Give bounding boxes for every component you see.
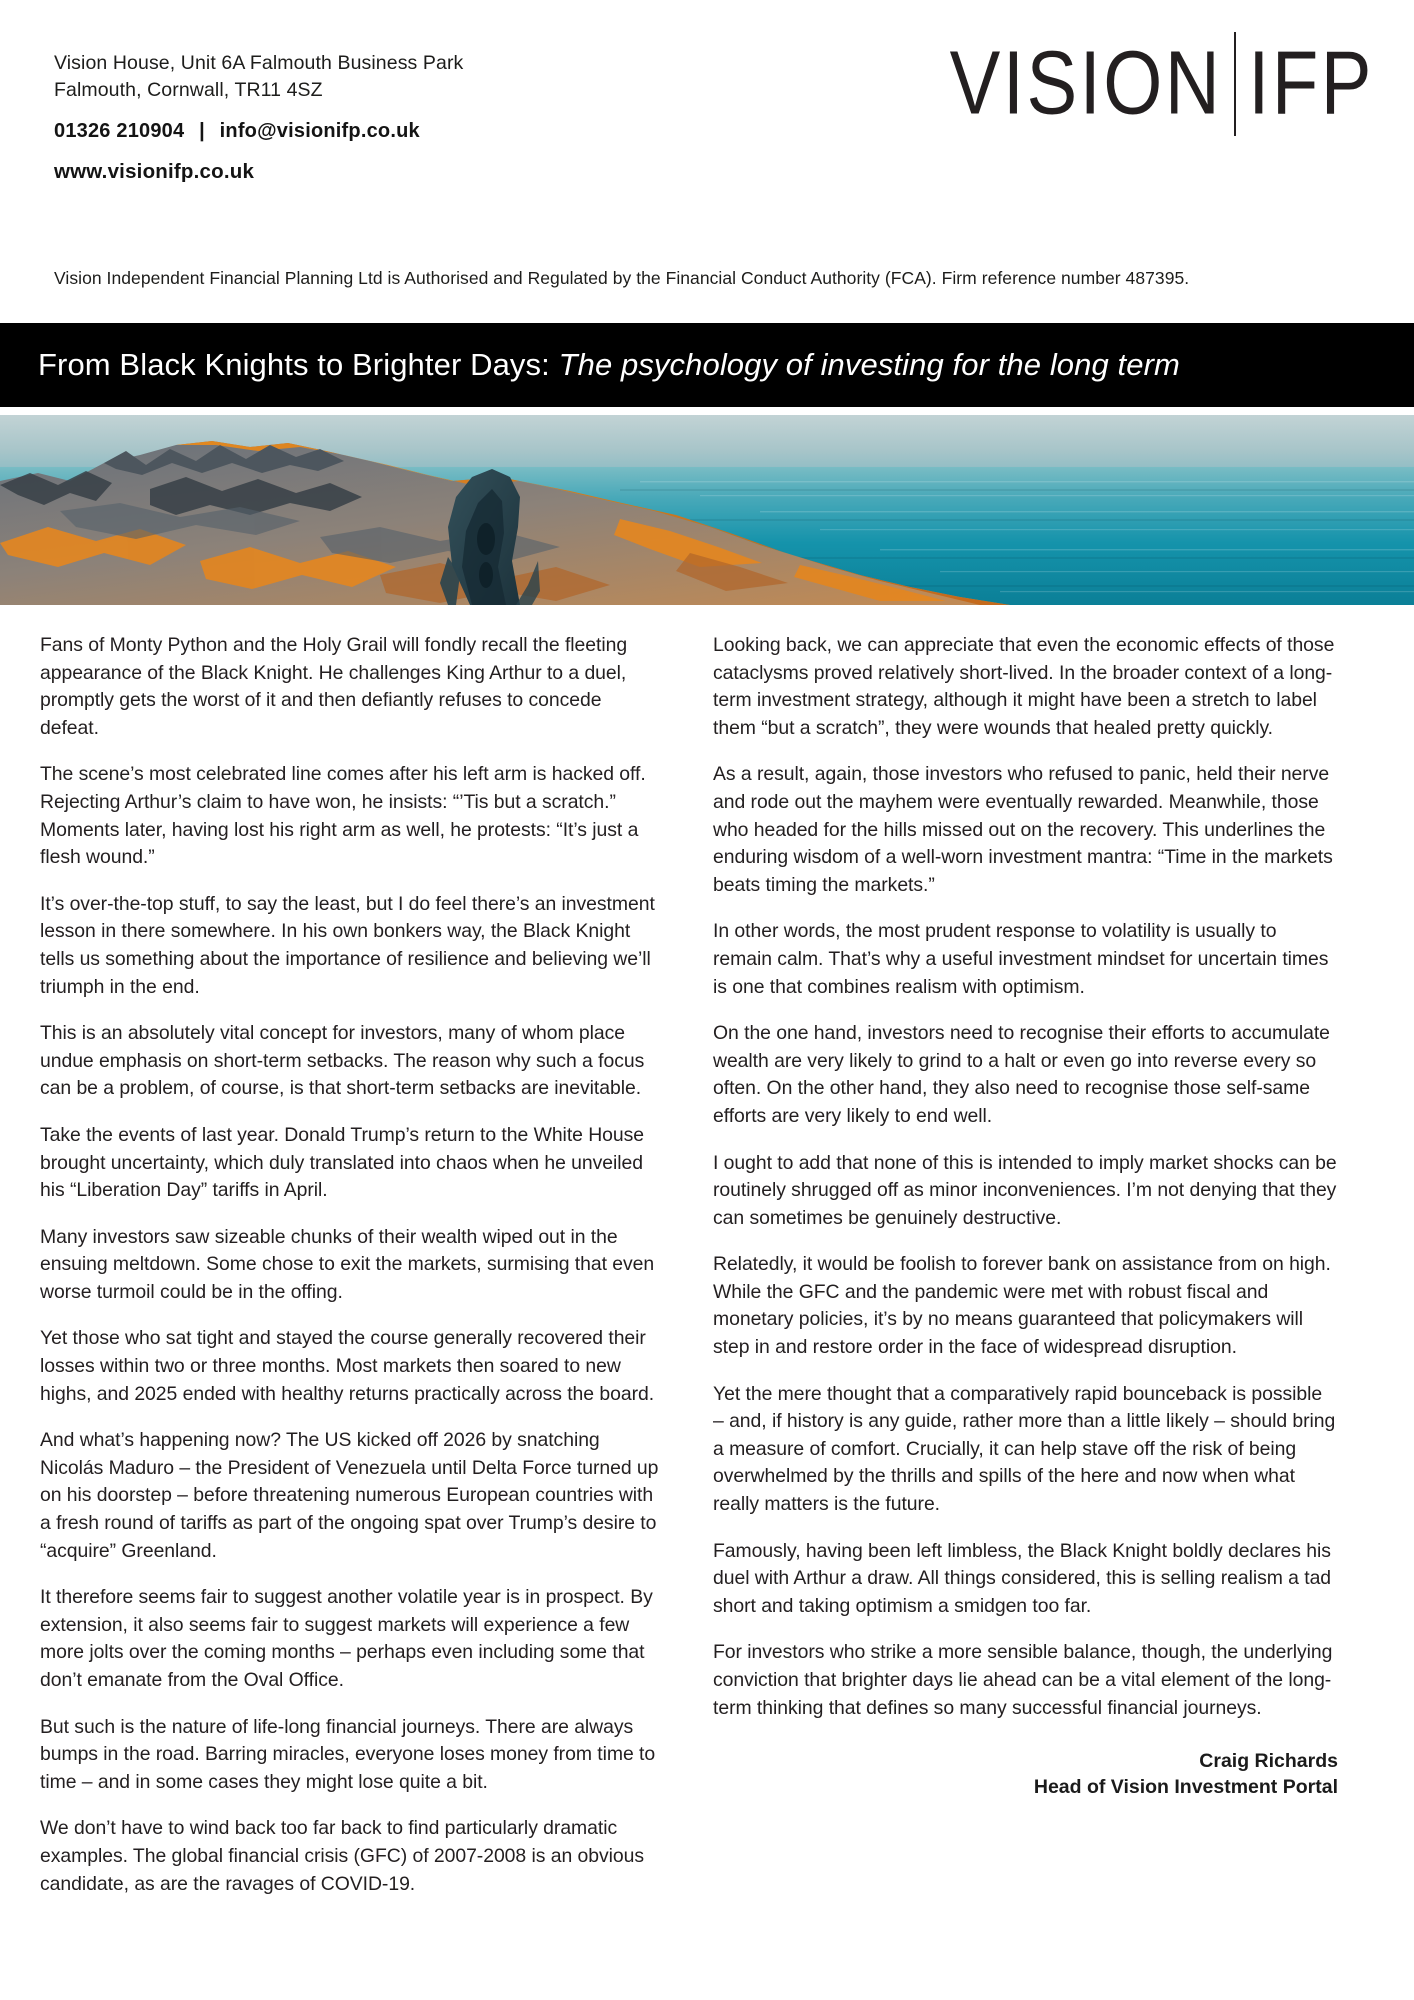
- right-column: [713, 632, 1338, 1917]
- paragraph: But such is the nature of life-long financial journeys. There are always bumps in the road. Barring miracles, everyone loses money from time to time – and in some cases they might lose quite a bit.: [40, 1715, 656, 1793]
- author-name: Craig Richards: [1199, 1750, 1338, 1773]
- paragraph: It’s over-the-top stuff, to say the least, but I do feel there’s an investment lesson in there somewhere. In his own bonkers way, the Black Knight tells us something about the importance of resilience and believing we’ll triumph in the end.: [40, 892, 655, 998]
- paragraph: As a result, again, those investors who refused to panic, held their nerve and rode out the mayhem were eventually rewarded. Meanwhile, those who headed for the hills missed out on the recovery. This underlines the enduring wisdom of a well-worn investment mantra: “Time in the markets beats timing the markets.”: [713, 763, 1333, 896]
- paragraph: Looking back, we can appreciate that even the economic effects of those cataclysms proved relatively short-lived. In the broader context of a long-term investment strategy, although it might have been a stretch to label them “but a scratch”, they were wounds that healed pretty quickly.: [713, 634, 1335, 739]
- paragraph: For investors who strike a more sensible balance, though, the underlying conviction that brighter days lie ahead can be a vital element of the long-term thinking that defines so many successful financial journeys.: [713, 1641, 1333, 1719]
- email-address[interactable]: info@visionifp.co.uk: [219, 120, 420, 142]
- paragraph: It therefore seems fair to suggest another volatile year is in prospect. By extension, it also seems fair to suggest markets will experience a few more jolts over the coming months – perhaps even including some that don’t emanate from the Oval Office.: [40, 1586, 653, 1691]
- logo-word-vision: VISION: [949, 33, 1223, 134]
- address-line-1: Vision House, Unit 6A Falmouth Business Park: [54, 52, 464, 74]
- paragraph: We don’t have to wind back too far back to find particularly dramatic examples. The global financial crisis (GFC) of 2007-2008 is an obvious candidate, as are the ravages of COVID-19.: [40, 1817, 645, 1895]
- article-body: [0, 632, 1414, 1917]
- paragraph: The scene’s most celebrated line comes after his left arm is hacked off. Rejecting Arthur’s claim to have won, he insists: “’Tis but a scratch.” Moments later, having lost his right arm as well, he protests: “It’s just a flesh wound.”: [40, 763, 646, 869]
- vision-ifp-logo: [950, 34, 1374, 134]
- contact-row: [54, 120, 674, 143]
- logo-divider-icon: [1234, 32, 1236, 136]
- paragraph: Take the events of last year. Donald Trump’s return to the White House brought uncertainty, which duly translated into chaos when he unveiled his “Liberation Day” tariffs in April.: [40, 1123, 645, 1202]
- hero-image: [0, 415, 1414, 605]
- regulatory-text: Vision Independent Financial Planning Ltd is Authorised and Regulated by the Financial Conduct Authority (FCA). Firm reference number 487395.: [54, 268, 1190, 288]
- title-banner: [0, 323, 1414, 407]
- phone-number[interactable]: 01326 210904: [54, 120, 185, 142]
- paragraph: This is an absolutely vital concept for investors, many of whom place undue emphasis on short-term setbacks. The reason why such a focus can be a problem, of course, is that short-term setbacks are inevitable.: [40, 1022, 645, 1100]
- website-url[interactable]: www.visionifp.co.uk: [54, 160, 255, 183]
- logo-word-ifp: IFP: [1248, 33, 1374, 134]
- paragraph: Many investors saw sizeable chunks of their wealth wiped out in the ensuing meltdown. Some chose to exit the markets, surmising that even worse turmoil could be in the offing.: [40, 1225, 655, 1303]
- page-title: [38, 348, 1180, 382]
- paragraph: On the one hand, investors need to recognise their efforts to accumulate wealth are very likely to grind to a halt or even go into reverse every so often. On the other hand, they also need to recognise those self-same efforts are very likely to end well.: [713, 1022, 1330, 1127]
- paragraph: I ought to add that none of this is intended to imply market shocks can be routinely shrugged off as minor inconveniences. I’m not denying that they can sometimes be genuinely destructive.: [713, 1151, 1337, 1229]
- contact-block: [54, 50, 674, 184]
- hero-illustration: [0, 415, 1414, 605]
- paragraph: In other words, the most prudent response to volatility is usually to remain calm. That’s why a useful investment mindset for uncertain times is one that combines realism with optimism.: [713, 920, 1329, 998]
- regulatory-strip: [0, 268, 1414, 289]
- paragraph: And what’s happening now? The US kicked off 2026 by snatching Nicolás Maduro – the President of Venezuela until Delta Force turned up on his doorstep – before threatening numerous European countries with a fresh round of tariffs as part of the ongoing spat over Trump’s desire to “acquire” Greenland.: [40, 1429, 659, 1562]
- paragraph: Fans of Monty Python and the Holy Grail will fondly recall the fleeting appearance of the Black Knight. He challenges King Arthur to a duel, promptly gets the worst of it and then defiantly refuses to concede defeat.: [40, 634, 628, 739]
- paragraph: Relatedly, it would be foolish to forever bank on assistance from on high. While the GFC and the pandemic were met with robust fiscal and monetary policies, it’s by no means guaranteed that policymakers will step in and restore order in the face of widespread disruption.: [713, 1253, 1331, 1359]
- signature-block: [713, 1748, 1338, 1800]
- title-main: From Black Knights to Brighter Days:: [38, 346, 550, 382]
- left-column: [40, 632, 665, 1917]
- title-subtitle: The psychology of investing for the long term: [558, 346, 1180, 382]
- paragraph: Yet those who sat tight and stayed the course generally recovered their losses within two or three months. Most markets then soared to new highs, and 2025 ended with healthy returns practically across the board.: [40, 1327, 655, 1405]
- separator-bar: |: [199, 120, 205, 142]
- page-header: [0, 0, 1414, 288]
- address-line-2: Falmouth, Cornwall, TR11 4SZ: [54, 79, 323, 101]
- author-role: Head of Vision Investment Portal: [1033, 1776, 1338, 1799]
- paragraph: Yet the mere thought that a comparatively rapid bounceback is possible – and, if history is any guide, rather more than a little likely – should bring a measure of comfort. Crucially, it can help stave off the risk of being overwhelmed by the thrills and spills of the here and now when what really matters is the future.: [713, 1382, 1336, 1516]
- paragraph: Famously, having been left limbless, the Black Knight boldly declares his duel with Arthur a draw. All things considered, this is selling realism a tad short and taking optimism a smidgen too far.: [713, 1539, 1332, 1617]
